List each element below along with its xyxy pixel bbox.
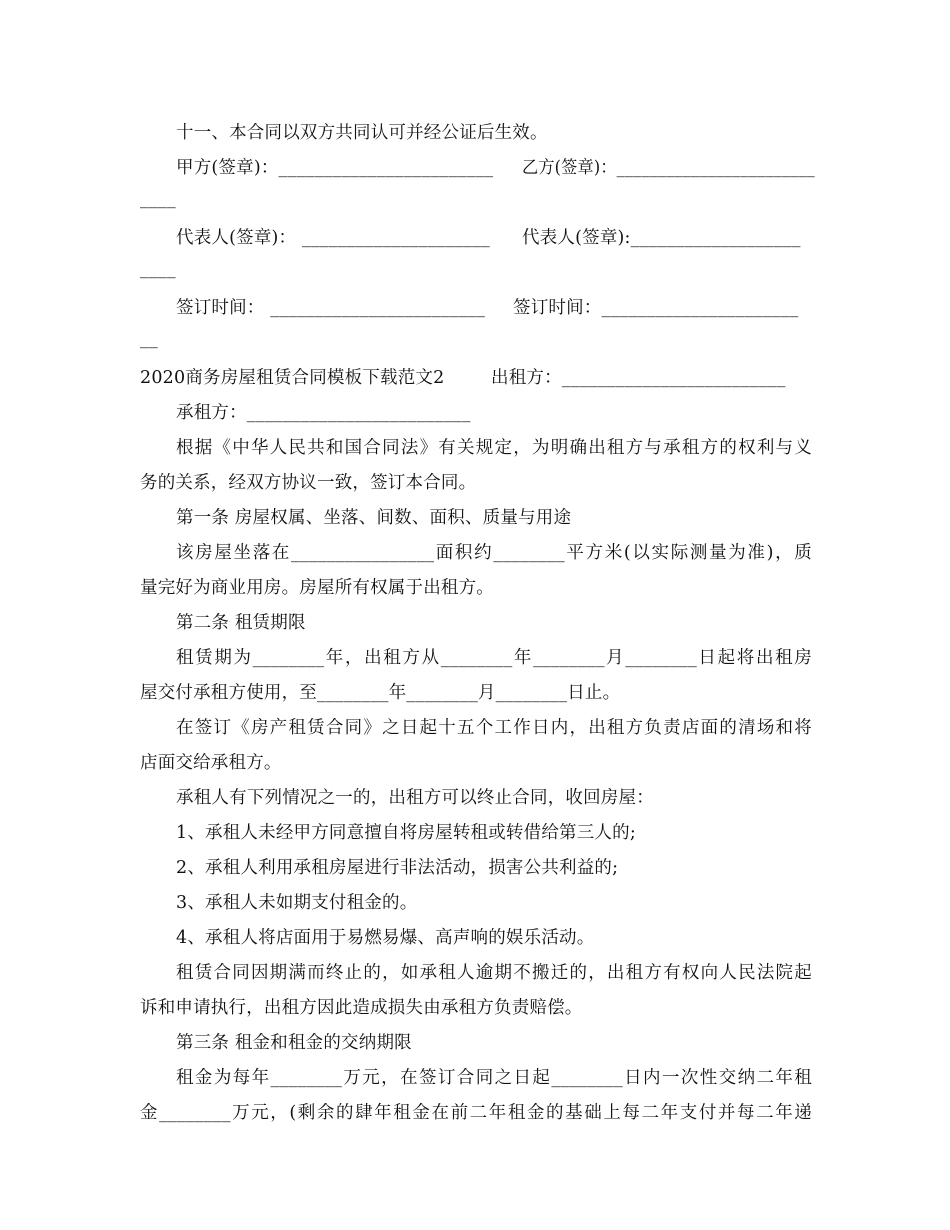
article-1-line2: 量完好为商业用房。房屋所有权属于出租方。 bbox=[140, 578, 494, 598]
termination-item-3: 3、承租人未如期支付租金的。 bbox=[176, 893, 418, 913]
article-1-title: 第一条 房屋权属、坐落、间数、面积、质量与用途 bbox=[176, 508, 572, 528]
signature-party-a: 甲方(签章)：________________________ bbox=[176, 158, 494, 178]
intro-paragraph-line2: 务的关系，经双方协议一致，签订本合同。 bbox=[140, 473, 477, 493]
sign-date-a: 签订时间： ________________________ bbox=[176, 298, 486, 318]
article-1-line1: 该房屋坐落在________________面积约________平方米(以实际测量为准)，质 bbox=[176, 543, 812, 563]
article-2-line2: 屋交付承租方使用，至________年________月________日止。 bbox=[140, 683, 621, 703]
termination-item-1: 1、承租人未经甲方同意擅自将房屋转租或转借给第三人的; bbox=[176, 823, 636, 843]
representative-a: 代表人(签章)： _____________________ bbox=[176, 228, 490, 248]
article-2-title: 第二条 租赁期限 bbox=[176, 613, 306, 633]
article-3-line1: 租金为每年________万元，在签订合同之日起________日内一次性交纳二年租 bbox=[176, 1068, 812, 1088]
termination-intro: 承租人有下列情况之一的，出租方可以终止合同，收回房屋： bbox=[176, 788, 654, 808]
intro-paragraph-line1: 根据《中华人民共和国合同法》有关规定，为明确出租方与承租方的权利与义 bbox=[176, 438, 812, 458]
representative-line-wrap: ____ bbox=[140, 259, 176, 279]
signature-party-b: 乙方(签章)：________________________ bbox=[522, 158, 815, 178]
signature-line-wrap: ____ bbox=[140, 189, 176, 209]
article-3-line2: 金________万元，(剩余的肆年租金在前二年租金的基础上每二年支付并每二年递 bbox=[140, 1103, 812, 1123]
article-3-title: 第三条 租金和租金的交纳期限 bbox=[176, 1033, 412, 1053]
termination-item-2: 2、承租人利用承租房屋进行非法活动，损害公共利益的; bbox=[176, 858, 619, 878]
article-2-line4: 店面交给承租方。 bbox=[140, 753, 282, 773]
clause-11: 十一、本合同以双方共同认可并经公证后生效。 bbox=[176, 123, 548, 143]
lessee-field: 承租方：_________________________ bbox=[176, 403, 471, 423]
document-title: 2020商务房屋租赁合同模板下载范文2 bbox=[140, 368, 445, 388]
expiry-line1: 租赁合同因期满而终止的，如承租人逾期不搬迁的，出租方有权向人民法院起 bbox=[176, 963, 812, 983]
article-2-line3: 在签订《房产租赁合同》之日起十五个工作日内，出租方负责店面的清场和将 bbox=[176, 718, 812, 738]
termination-item-4: 4、承租人将店面用于易燃易爆、高声响的娱乐活动。 bbox=[176, 928, 595, 948]
representative-b: 代表人(签章):___________________ bbox=[522, 228, 801, 248]
sign-date-line-wrap: __ bbox=[140, 329, 158, 349]
expiry-line2: 诉和申请执行，出租方因此造成损失由承租方负责赔偿。 bbox=[140, 998, 583, 1018]
sign-date-b: 签订时间：______________________ bbox=[513, 298, 799, 318]
lessor-field: 出租方：_________________________ bbox=[491, 368, 786, 388]
article-2-line1: 租赁期为________年，出租方从________年________月________日起将出租房 bbox=[176, 648, 812, 668]
